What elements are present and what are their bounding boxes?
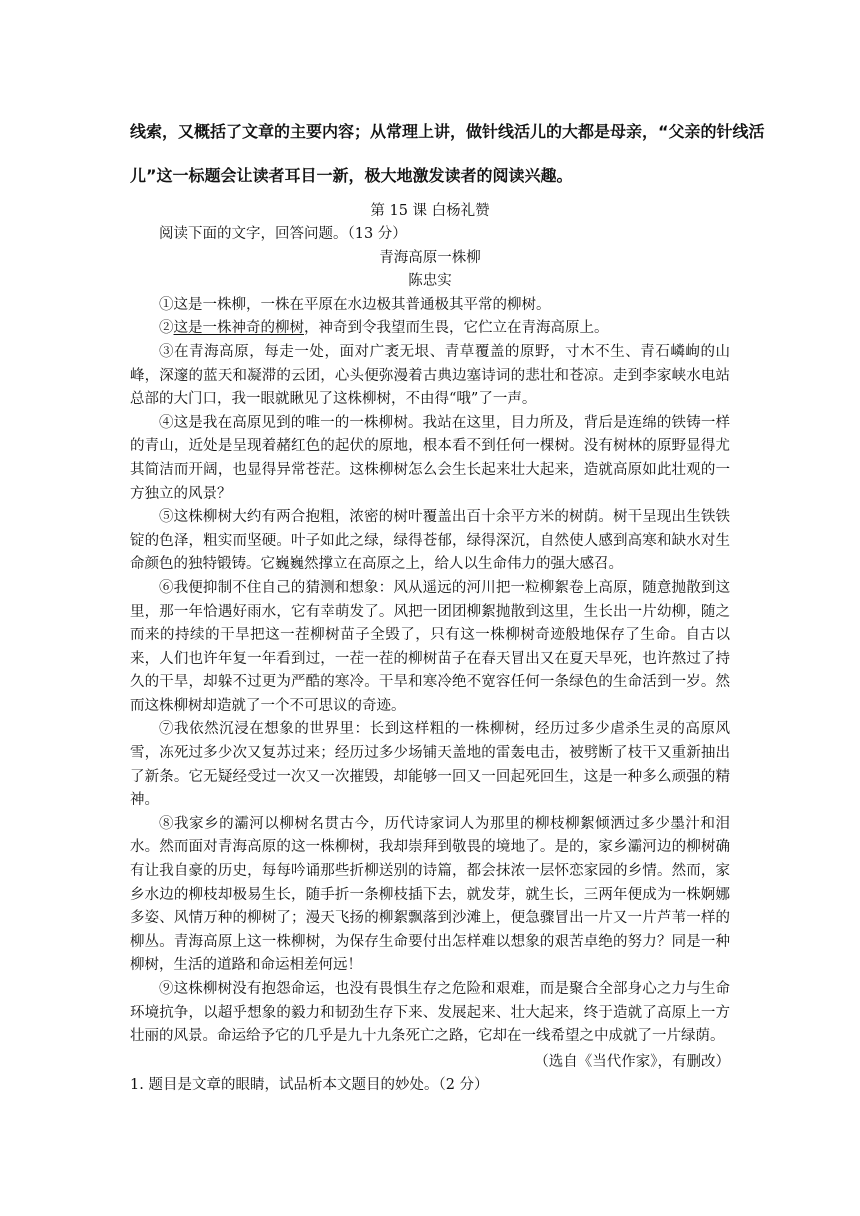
article-author: 陈忠实 bbox=[408, 273, 452, 290]
paragraph-9: ⑨这株柳树没有抱怨命运，也没有畏惧生存之危险和艰难，而是聚合全部身心之力与生命环境抗争，以超乎想象的毅力和韧劲生存下来、发展起来、壮大起来，终于造就了高原上一方壮丽的风景。命运给予它的几乎是九十九条死亡之路，它却在一线希望之中成就了一片绿荫。 bbox=[130, 981, 730, 1045]
answer-text-line-1: 线索，又概括了文章的主要内容；从常理上讲，做针线活儿的大都是母亲，“父亲的针线活 bbox=[130, 122, 765, 141]
paragraph-3: ③在青海高原，每走一处，面对广袤无垠、青草覆盖的原野，寸木不生、青石嶙峋的山峰，深邃的蓝天和凝滞的云团，心头便弥漫着古典边塞诗词的悲壮和苍凉。走到李家峡水电站总部的大门口，我一眼就瞅见了这株柳树，不由得“哦”了一声。 bbox=[130, 343, 730, 408]
article-title: 青海高原一株柳 bbox=[379, 249, 481, 266]
paragraph-2-mark: ② bbox=[159, 320, 174, 337]
paragraph-2-rest: ，神奇到令我望而生畏，它伫立在青海高原上。 bbox=[304, 320, 609, 337]
instruction: 阅读下面的文字，回答问题。（13 分） bbox=[159, 226, 407, 242]
paragraph-1: ①这是一株柳，一株在平原在水边极其普通极其平常的柳树。 bbox=[159, 296, 551, 313]
answer-text-line-2: 儿”这一标题会让读者耳目一新，极大地激发读者的阅读兴趣。 bbox=[130, 166, 573, 185]
question-1: 1. 题目是文章的眼睛，试品析本文题目的妙处。（2 分） bbox=[130, 1077, 489, 1094]
underlined-sentence: 这是一株神奇的柳树 bbox=[173, 320, 304, 337]
paragraph-6: ⑥我便抑制不住自己的猜测和想象：风从遥远的河川把一粒柳絮卷上高原，随意抛散到这里，那一年恰遇好雨水，它有幸萌发了。风把一团团柳絮抛散到这里，生长出一片幼柳，随之而来的持续的干旱把这一茬柳树苗子全毁了，只有这一株柳树奇迹般地保存了生命。自古以来，人们也许年复一年看到过，一茬一茬的柳树苗子在春天冒出又在夏天旱死，也许熬过了持久的干旱，却躲不过更为严酷的寒冷。干旱和寒冷绝不宽容任何一条绿色的生命活到一岁。然而这株柳树却造就了一个不可思议的奇迹。 bbox=[130, 579, 730, 714]
paragraph-4: ④这是我在高原见到的唯一的一株柳树。我站在这里，目力所及，背后是连绵的铁铸一样的青山，近处是呈现着赭红色的起伏的原地，根本看不到任何一棵树。没有树林的原野显得尤其简洁而开阔，也显得异常苍茫。这株柳树怎么会生长起来壮大起来，造就高原如此壮观的一方独立的风景？ bbox=[130, 414, 730, 502]
paragraph-2 bbox=[130, 317, 730, 341]
article-source: （选自《当代作家》，有删改） bbox=[534, 1053, 730, 1070]
paragraph-7: ⑦我依然沉浸在想象的世界里：长到这样粗的一株柳树，经历过多少虐杀生灵的高原风雪，冻死过多少次又复苏过来；经历过多少场铺天盖地的雷轰电击，被劈断了枝干又重新抽出了新条。它无疑经受过一次又一次摧毁，却能够一回又一回起死回生，这是一种多么顽强的精神。 bbox=[130, 721, 730, 809]
lesson-title: 第 15 课 白杨礼赞 bbox=[370, 203, 490, 219]
article-body bbox=[130, 223, 730, 1098]
paragraph-5: ⑤这株柳树大约有两合抱粗，浓密的树叶覆盖出百十余平方米的树荫。树干呈现出生铁铁锭的色泽，粗实而坚硬。叶子如此之绿，绿得苍郁，绿得深沉，自然使人感到高寒和缺水对生命颜色的独特锻铸。它巍巍然撑立在高原之上，给人以生命伟力的强大感召。 bbox=[130, 509, 730, 573]
paragraph-8: ⑧我家乡的灞河以柳树名贯古今，历代诗家词人为那里的柳枝柳絮倾洒过多少墨汁和泪水。然而面对青海高原的这一株柳树，我却崇拜到敬畏的境地了。是的，家乡灞河边的柳树确有让我自豪的历史，每每吟诵那些折柳送别的诗篇，都会抹浓一层怀恋家园的乡情。然而，家乡水边的柳枝却极易生长，随手折一条柳枝插下去，就发芽，就生长，三两年便成为一株婀娜多姿、风情万种的柳树了；漫天飞扬的柳絮飘落到沙滩上，便急骤冒出一片又一片芦苇一样的柳丛。青海高原上这一株柳树，为保存生命要付出怎样难以想象的艰苦卓绝的努力？同是一种柳树，生活的道路和命运相差何远！ bbox=[130, 815, 730, 974]
